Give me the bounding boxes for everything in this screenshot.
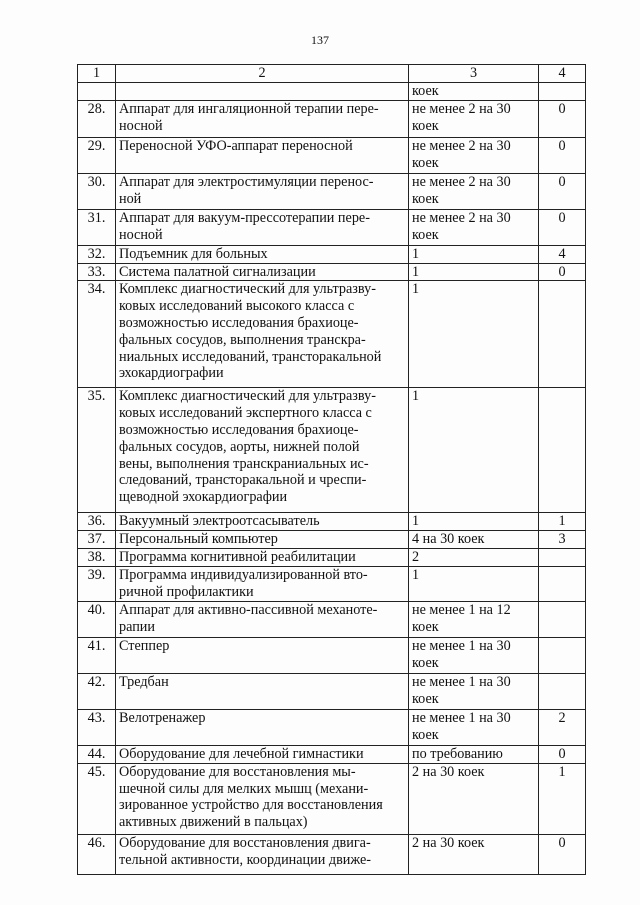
equipment-name-cell: Аппарат для активно-пассивной механоте- рапии	[116, 601, 409, 637]
row-number-cell: 32.	[78, 245, 116, 263]
row-number-cell: 38.	[78, 549, 116, 567]
table-row	[78, 549, 586, 567]
required-quantity-cell: коек	[409, 83, 539, 101]
row-number-cell: 45.	[78, 763, 116, 834]
equipment-name-cell	[116, 83, 409, 101]
required-quantity-cell: 1	[409, 388, 539, 513]
table-row	[78, 566, 586, 601]
available-quantity-cell: 0	[539, 100, 586, 137]
table-header-row	[78, 65, 586, 83]
equipment-name-cell: Вакуумный электроотсасыватель	[116, 513, 409, 531]
required-quantity-cell: 1	[409, 513, 539, 531]
table-row	[78, 245, 586, 263]
row-number-cell: 31.	[78, 209, 116, 245]
required-quantity-cell: не менее 1 на 30 коек	[409, 709, 539, 745]
header-cell: 4	[539, 65, 586, 83]
available-quantity-cell: 1	[539, 763, 586, 834]
available-quantity-cell: 0	[539, 137, 586, 173]
required-quantity-cell: по требованию	[409, 745, 539, 763]
available-quantity-cell: 1	[539, 513, 586, 531]
required-quantity-cell: 1	[409, 245, 539, 263]
available-quantity-cell: 0	[539, 745, 586, 763]
equipment-name-cell: Степпер	[116, 637, 409, 673]
equipment-name-cell: Оборудование для лечебной гимнастики	[116, 745, 409, 763]
table-row	[78, 137, 586, 173]
required-quantity-cell: не менее 2 на 30 коек	[409, 100, 539, 137]
table-row	[78, 531, 586, 549]
available-quantity-cell	[539, 549, 586, 567]
available-quantity-cell: 0	[539, 173, 586, 209]
required-quantity-cell: 1	[409, 566, 539, 601]
required-quantity-cell: не менее 1 на 30 коек	[409, 637, 539, 673]
required-quantity-cell: не менее 1 на 30 коек	[409, 673, 539, 709]
table-row	[78, 745, 586, 763]
available-quantity-cell	[539, 673, 586, 709]
equipment-name-cell: Велотренажер	[116, 709, 409, 745]
row-number-cell	[78, 83, 116, 101]
available-quantity-cell	[539, 601, 586, 637]
equipment-name-cell: Система палатной сигнализации	[116, 263, 409, 281]
row-number-cell: 36.	[78, 513, 116, 531]
table-row	[78, 834, 586, 874]
row-number-cell: 44.	[78, 745, 116, 763]
required-quantity-cell: 1	[409, 263, 539, 281]
required-quantity-cell: не менее 1 на 12 коек	[409, 601, 539, 637]
equipment-name-cell: Оборудование для восстановления мы- шечной силы для мелких мышц (механи- зированное устройство для восстановления активных движений в пальцах)	[116, 763, 409, 834]
header-cell: 3	[409, 65, 539, 83]
available-quantity-cell	[539, 83, 586, 101]
equipment-name-cell: Переносной УФО-аппарат переносной	[116, 137, 409, 173]
row-number-cell: 42.	[78, 673, 116, 709]
table-row	[78, 173, 586, 209]
equipment-name-cell: Тредбан	[116, 673, 409, 709]
table-row	[78, 209, 586, 245]
table-row	[78, 263, 586, 281]
row-number-cell: 33.	[78, 263, 116, 281]
equipment-name-cell: Аппарат для электростимуляции перенос- ной	[116, 173, 409, 209]
table-row	[78, 83, 586, 101]
table-row	[78, 388, 586, 513]
row-number-cell: 34.	[78, 281, 116, 388]
row-number-cell: 29.	[78, 137, 116, 173]
required-quantity-cell: 2 на 30 коек	[409, 834, 539, 874]
available-quantity-cell	[539, 388, 586, 513]
equipment-name-cell: Подъемник для больных	[116, 245, 409, 263]
header-cell: 2	[116, 65, 409, 83]
row-number-cell: 30.	[78, 173, 116, 209]
table-row	[78, 673, 586, 709]
table-row	[78, 763, 586, 834]
row-number-cell: 28.	[78, 100, 116, 137]
required-quantity-cell: не менее 2 на 30 коек	[409, 173, 539, 209]
equipment-name-cell: Аппарат для ингаляционной терапии пере- носной	[116, 100, 409, 137]
header-cell: 1	[78, 65, 116, 83]
required-quantity-cell: не менее 2 на 30 коек	[409, 209, 539, 245]
row-number-cell: 43.	[78, 709, 116, 745]
table-row	[78, 513, 586, 531]
equipment-name-cell: Комплекс диагностический для ультразву- ковых исследований экспертного класса с возможностью исследования брахиоце- фальных сосудов, аорты, нижней полой вены, выполнения транскраниальных ис- следований, трансторакальной и чреспи- щеводной эхокардиографии	[116, 388, 409, 513]
table-row	[78, 601, 586, 637]
equipment-name-cell: Персональный компьютер	[116, 531, 409, 549]
equipment-name-cell: Программа когнитивной реабилитации	[116, 549, 409, 567]
available-quantity-cell: 0	[539, 209, 586, 245]
available-quantity-cell	[539, 566, 586, 601]
equipment-name-cell: Аппарат для вакуум-прессотерапии пере- носной	[116, 209, 409, 245]
required-quantity-cell: не менее 2 на 30 коек	[409, 137, 539, 173]
page-number: 137	[311, 33, 329, 47]
equipment-name-cell: Комплекс диагностический для ультразву- ковых исследований высокого класса с возможностью исследования брахиоце- фальных сосудов, выполнения транскра- ниальных исследований, трансторакальной эхокардиографии	[116, 281, 409, 388]
row-number-cell: 40.	[78, 601, 116, 637]
available-quantity-cell: 0	[539, 834, 586, 874]
equipment-name-cell: Программа индивидуализированной вто- ричной профилактики	[116, 566, 409, 601]
required-quantity-cell: 1	[409, 281, 539, 388]
available-quantity-cell: 4	[539, 245, 586, 263]
required-quantity-cell: 2 на 30 коек	[409, 763, 539, 834]
available-quantity-cell: 2	[539, 709, 586, 745]
row-number-cell: 37.	[78, 531, 116, 549]
row-number-cell: 41.	[78, 637, 116, 673]
equipment-table	[77, 64, 586, 875]
row-number-cell: 35.	[78, 388, 116, 513]
table-row	[78, 709, 586, 745]
row-number-cell: 39.	[78, 566, 116, 601]
table-row	[78, 281, 586, 388]
available-quantity-cell	[539, 637, 586, 673]
equipment-name-cell: Оборудование для восстановления двига- тельной активности, координации движе-	[116, 834, 409, 874]
required-quantity-cell: 4 на 30 коек	[409, 531, 539, 549]
table-row	[78, 100, 586, 137]
required-quantity-cell: 2	[409, 549, 539, 567]
available-quantity-cell: 0	[539, 263, 586, 281]
available-quantity-cell	[539, 281, 586, 388]
available-quantity-cell: 3	[539, 531, 586, 549]
table-row	[78, 637, 586, 673]
row-number-cell: 46.	[78, 834, 116, 874]
